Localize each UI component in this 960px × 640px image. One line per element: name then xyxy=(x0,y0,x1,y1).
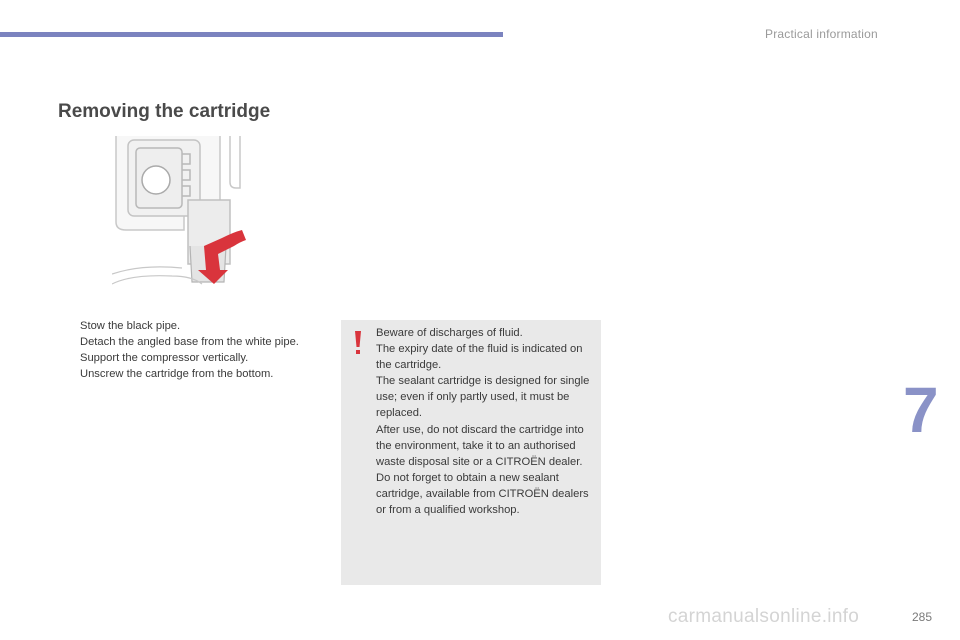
header-accent-bar xyxy=(0,32,503,37)
page-title: Removing the cartridge xyxy=(58,101,271,122)
list-item xyxy=(60,350,310,366)
cartridge-cap xyxy=(142,166,170,194)
cartridge-illustration xyxy=(112,134,254,290)
instruction-list xyxy=(60,318,310,382)
step-text: Support the compressor vertically. xyxy=(80,352,249,364)
section-header: Practical information xyxy=(765,27,878,41)
list-item xyxy=(60,366,310,382)
page-number: 285 xyxy=(912,610,933,624)
chapter-number: 7 xyxy=(903,374,939,446)
warning-paragraph: After use, do not discard the cartridge into the environment, take it to an authorised waste disposal site or a CITROËN dealer. xyxy=(376,423,584,468)
warning-text xyxy=(376,325,594,518)
right-rail xyxy=(230,136,240,188)
exclamation-icon xyxy=(353,331,363,355)
warning-paragraph: The expiry date of the fluid is indicated on the cartridge. xyxy=(376,343,583,372)
list-item xyxy=(60,334,310,350)
warning-paragraph: Beware of discharges of fluid. xyxy=(376,327,523,339)
watermark: carmanualsonline.info xyxy=(668,606,860,627)
black-pipe xyxy=(112,267,202,284)
step-text: Detach the angled base from the white pipe. xyxy=(80,336,299,348)
step-text: Stow the black pipe. xyxy=(80,320,181,332)
list-item xyxy=(60,318,310,334)
step-text: Unscrew the cartridge from the bottom. xyxy=(80,368,274,380)
warning-paragraph: The sealant cartridge is designed for single use; even if only partly used, it must be replaced. xyxy=(376,375,590,420)
warning-box xyxy=(341,320,601,585)
warning-paragraph: Do not forget to obtain a new sealant cartridge, available from CITROËN dealers or from a qualified workshop. xyxy=(376,471,589,517)
